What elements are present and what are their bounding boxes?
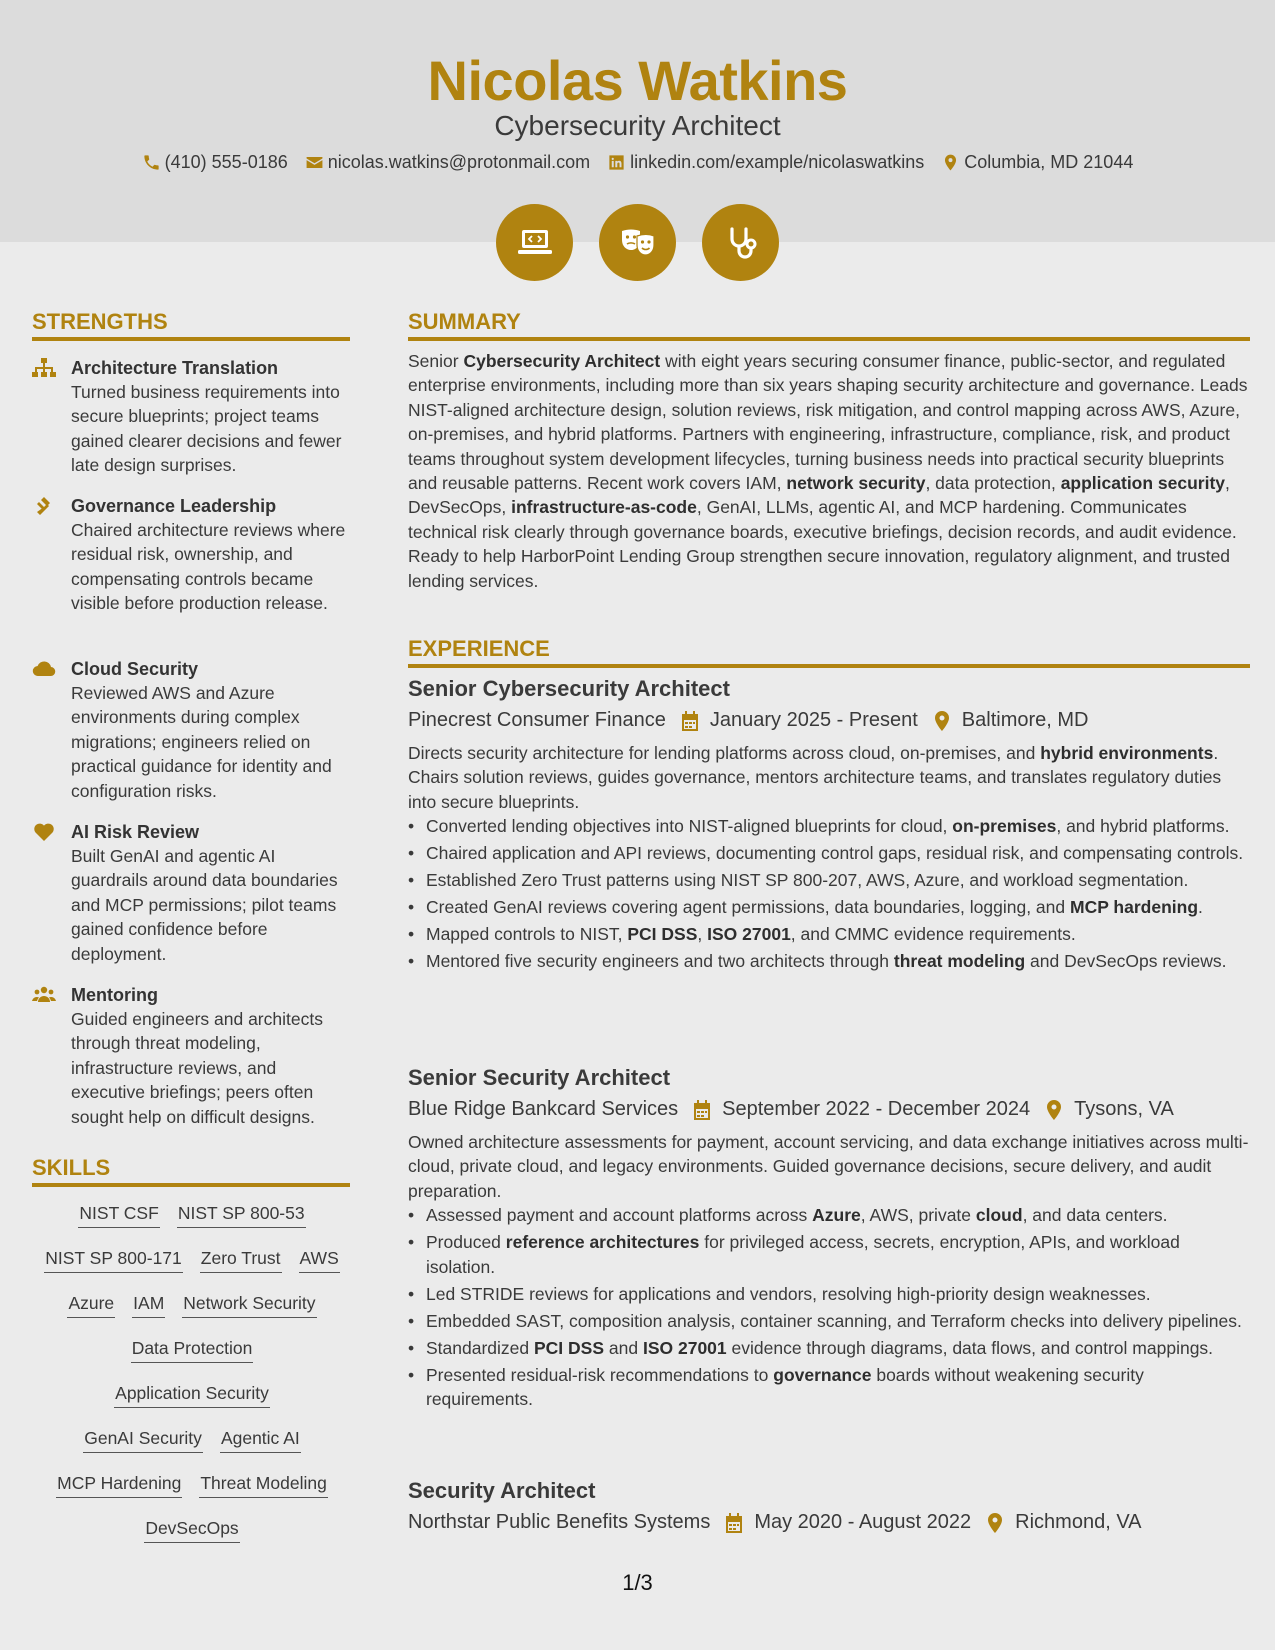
strength-desc: Turned business requirements into secure blueprints; project teams gained clearer decisions and fewer late design surprises. bbox=[71, 382, 342, 476]
contact-linkedin[interactable] bbox=[607, 152, 924, 173]
skills-heading: SKILLS bbox=[32, 1155, 350, 1187]
skill-tag: Application Security bbox=[114, 1380, 270, 1408]
job-location: Richmond, VA bbox=[1015, 1511, 1142, 1533]
job-location: Tysons, VA bbox=[1074, 1098, 1174, 1120]
theater-masks-icon bbox=[618, 223, 658, 263]
experience-heading: EXPERIENCE bbox=[408, 636, 1250, 668]
calendar-icon bbox=[692, 1099, 712, 1121]
skill-tag: Threat Modeling bbox=[199, 1470, 327, 1498]
linkedin-icon bbox=[607, 153, 626, 172]
badge-stethoscope bbox=[702, 204, 779, 281]
bullet-item: • Presented residual-risk recommendations to governance boards without weakening security requirements. bbox=[408, 1363, 1250, 1412]
strengths-heading: STRENGTHS bbox=[32, 309, 350, 341]
job-meta bbox=[408, 709, 1250, 732]
strength-desc: Built GenAI and agentic AI guardrails around data boundaries and MCP permissions; pilot teams gained confidence before deployment. bbox=[71, 846, 338, 964]
skills-list bbox=[32, 1200, 352, 1560]
job-bullets bbox=[408, 814, 1250, 973]
stethoscope-icon bbox=[721, 223, 761, 263]
job-meta bbox=[408, 1511, 1250, 1534]
skill-tag: NIST SP 800-171 bbox=[44, 1245, 183, 1273]
skill-tag: Agentic AI bbox=[220, 1425, 301, 1453]
job-entry bbox=[408, 676, 1250, 976]
summary-heading: SUMMARY bbox=[408, 309, 1250, 341]
job-title: Senior Security Architect bbox=[408, 1065, 671, 1090]
strength-item bbox=[32, 657, 352, 803]
bullet-item: • Mentored five security engineers and two architects through threat modeling and DevSecOps reviews. bbox=[408, 949, 1250, 973]
summary-text: Senior Cybersecurity Architect with eight years securing consumer finance, public-sector, and regulated enterprise environments, including more than six years shaping security architecture and governance. Leads NIST-aligned architecture design, solution reviews, risk mitigation, and control mapping across AWS, Azure, on-premises, and hybrid platforms. Partners with engineering, infrastructure, compliance, risk, and product teams throughout system development lifecycles, turning business needs into practical security blueprints and reusable patterns. Recent work covers IAM, network security, data protection, application security, DevSecOps, infrastructure-as-code, GenAI, LLMs, agentic AI, and MCP hardening. Communicates technical risk clearly through governance boards, executive briefings, decision records, and audit evidence. Ready to help HarborPoint Lending Group strengthen secure innovation, regulatory alignment, and trusted lending services. bbox=[408, 351, 1248, 591]
page-number: 1/3 bbox=[622, 1570, 653, 1595]
bullet-item: • Standardized PCI DSS and ISO 27001 evidence through diagrams, data flows, and control mappings. bbox=[408, 1336, 1250, 1360]
job-entry bbox=[408, 1065, 1250, 1414]
contact-phone-text: (410) 555-0186 bbox=[164, 152, 288, 172]
sitemap-icon bbox=[32, 358, 56, 378]
users-icon bbox=[32, 985, 56, 1005]
map-pin-icon bbox=[941, 153, 960, 172]
job-bullets bbox=[408, 1203, 1250, 1411]
job-company: Blue Ridge Bankcard Services bbox=[408, 1098, 679, 1120]
calendar-icon bbox=[680, 710, 700, 732]
strength-title: Governance Leadership bbox=[71, 496, 277, 516]
bullet-item: • Converted lending objectives into NIST-aligned blueprints for cloud, on-premises, and hybrid platforms. bbox=[408, 814, 1250, 838]
strength-title: Architecture Translation bbox=[71, 358, 279, 378]
strength-title: Mentoring bbox=[71, 985, 158, 1005]
laptop-code-icon bbox=[515, 223, 555, 263]
skill-tag: Azure bbox=[67, 1290, 115, 1318]
phone-icon bbox=[142, 153, 161, 172]
job-company: Pinecrest Consumer Finance bbox=[408, 709, 666, 731]
bullet-item: • Embedded SAST, composition analysis, container scanning, and Terraform checks into delivery pipelines. bbox=[408, 1309, 1250, 1333]
badge-laptop bbox=[496, 204, 573, 281]
strength-item bbox=[32, 494, 352, 616]
job-meta bbox=[408, 1098, 1250, 1121]
skill-tag: Data Protection bbox=[131, 1335, 254, 1363]
strength-desc: Reviewed AWS and Azure environments during complex migrations; engineers relied on practical guidance for identity and configuration risks. bbox=[71, 683, 332, 801]
candidate-name: Nicolas Watkins bbox=[427, 49, 848, 112]
strength-title: Cloud Security bbox=[71, 659, 199, 679]
calendar-icon bbox=[724, 1512, 744, 1534]
bullet-item: • Assessed payment and account platforms across Azure, AWS, private cloud, and data centers. bbox=[408, 1203, 1250, 1227]
skill-tag: NIST SP 800-53 bbox=[177, 1200, 306, 1228]
strength-desc: Chaired architecture reviews where residual risk, ownership, and compensating controls became visible before production release. bbox=[71, 520, 346, 614]
contact-email-text: nicolas.watkins@protonmail.com bbox=[327, 152, 591, 172]
map-pin-icon bbox=[932, 710, 952, 732]
bullet-item: • Created GenAI reviews covering agent permissions, data boundaries, logging, and MCP hardening. bbox=[408, 895, 1250, 919]
cloud-icon bbox=[32, 659, 56, 679]
job-dates: January 2025 - Present bbox=[709, 709, 918, 731]
job-company: Northstar Public Benefits Systems bbox=[408, 1511, 711, 1533]
envelope-icon bbox=[305, 153, 324, 172]
gavel-icon bbox=[32, 496, 56, 516]
job-entry bbox=[408, 1478, 1250, 1534]
job-description: Owned architecture assessments for payment, account servicing, and data exchange initiatives across multi-cloud, private cloud, and legacy environments. Guided governance decisions, secure delivery, and audit preparation. bbox=[408, 1132, 1249, 1201]
badge-masks bbox=[599, 204, 676, 281]
contact-location bbox=[941, 152, 1133, 173]
candidate-title: Cybersecurity Architect bbox=[494, 110, 781, 141]
map-pin-icon bbox=[1044, 1099, 1064, 1121]
skill-tag: Network Security bbox=[182, 1290, 316, 1318]
contact-email[interactable] bbox=[305, 152, 590, 173]
skill-tag: NIST CSF bbox=[78, 1200, 159, 1228]
job-title: Senior Cybersecurity Architect bbox=[408, 676, 730, 701]
contact-phone[interactable] bbox=[142, 152, 288, 173]
strength-item bbox=[32, 356, 352, 478]
contact-linkedin-text: linkedin.com/example/nicolaswatkins bbox=[630, 152, 925, 172]
badge-row bbox=[0, 204, 1275, 281]
strength-desc: Guided engineers and architects through threat modeling, infrastructure reviews, and executive briefings; peers often sought help on difficult designs. bbox=[71, 1009, 323, 1127]
strength-title: AI Risk Review bbox=[71, 822, 200, 842]
job-description: Directs security architecture for lending platforms across cloud, on-premises, and hybrid environments. Chairs solution reviews, guides governance, mentors architecture teams, and translates regulatory duties into secure blueprints. bbox=[408, 743, 1222, 812]
job-title: Security Architect bbox=[408, 1478, 596, 1503]
strength-item bbox=[32, 983, 352, 1129]
skill-tag: AWS bbox=[299, 1245, 340, 1273]
contact-location-text: Columbia, MD 21044 bbox=[964, 152, 1134, 172]
skill-tag: IAM bbox=[132, 1290, 165, 1318]
skill-tag: GenAI Security bbox=[83, 1425, 203, 1453]
bullet-item: • Led STRIDE reviews for applications and vendors, resolving high-priority design weaknesses. bbox=[408, 1282, 1250, 1306]
bullet-item: • Produced reference architectures for privileged access, secrets, encryption, APIs, and workload isolation. bbox=[408, 1230, 1250, 1279]
job-dates: September 2022 - December 2024 bbox=[722, 1098, 1031, 1120]
strength-item bbox=[32, 820, 352, 966]
heart-icon bbox=[32, 822, 56, 842]
job-dates: May 2020 - August 2022 bbox=[754, 1511, 972, 1533]
bullet-item: • Chaired application and API reviews, documenting control gaps, residual risk, and compensating controls. bbox=[408, 841, 1250, 865]
skill-tag: Zero Trust bbox=[200, 1245, 282, 1273]
bullet-item: • Established Zero Trust patterns using NIST SP 800-207, AWS, Azure, and workload segmentation. bbox=[408, 868, 1250, 892]
skill-tag: MCP Hardening bbox=[56, 1470, 182, 1498]
contact-bar bbox=[0, 152, 1275, 173]
skill-tag: DevSecOps bbox=[144, 1515, 239, 1543]
bullet-item: • Mapped controls to NIST, PCI DSS, ISO 27001, and CMMC evidence requirements. bbox=[408, 922, 1250, 946]
job-location: Baltimore, MD bbox=[961, 709, 1089, 731]
map-pin-icon bbox=[985, 1512, 1005, 1534]
